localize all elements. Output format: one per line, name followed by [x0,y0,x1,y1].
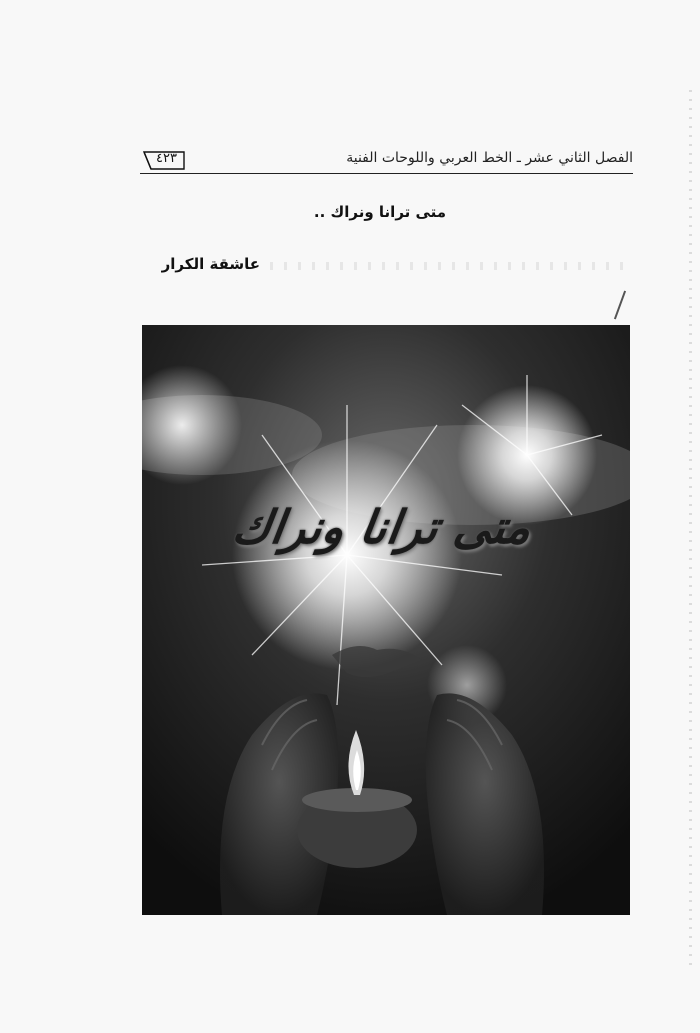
header-rule [140,173,633,174]
poem-author: عاشقة الكرار [161,255,260,273]
faint-bleed-through [270,262,630,270]
chapter-title: الفصل الثاني عشر ـ الخط العربي واللوحات الفنية [346,150,633,166]
poem-title: متى ترانا ونراك .. [313,203,447,221]
artwork-title: متى ترانا ونراك [229,500,535,554]
page-header [140,146,633,174]
artwork-graphic [142,325,630,915]
scan-edge-noise [689,90,692,970]
stray-mark [614,291,626,320]
artwork-image [142,325,630,915]
page-number: ٤٢٣ [156,151,177,166]
page-number-badge [142,149,184,169]
